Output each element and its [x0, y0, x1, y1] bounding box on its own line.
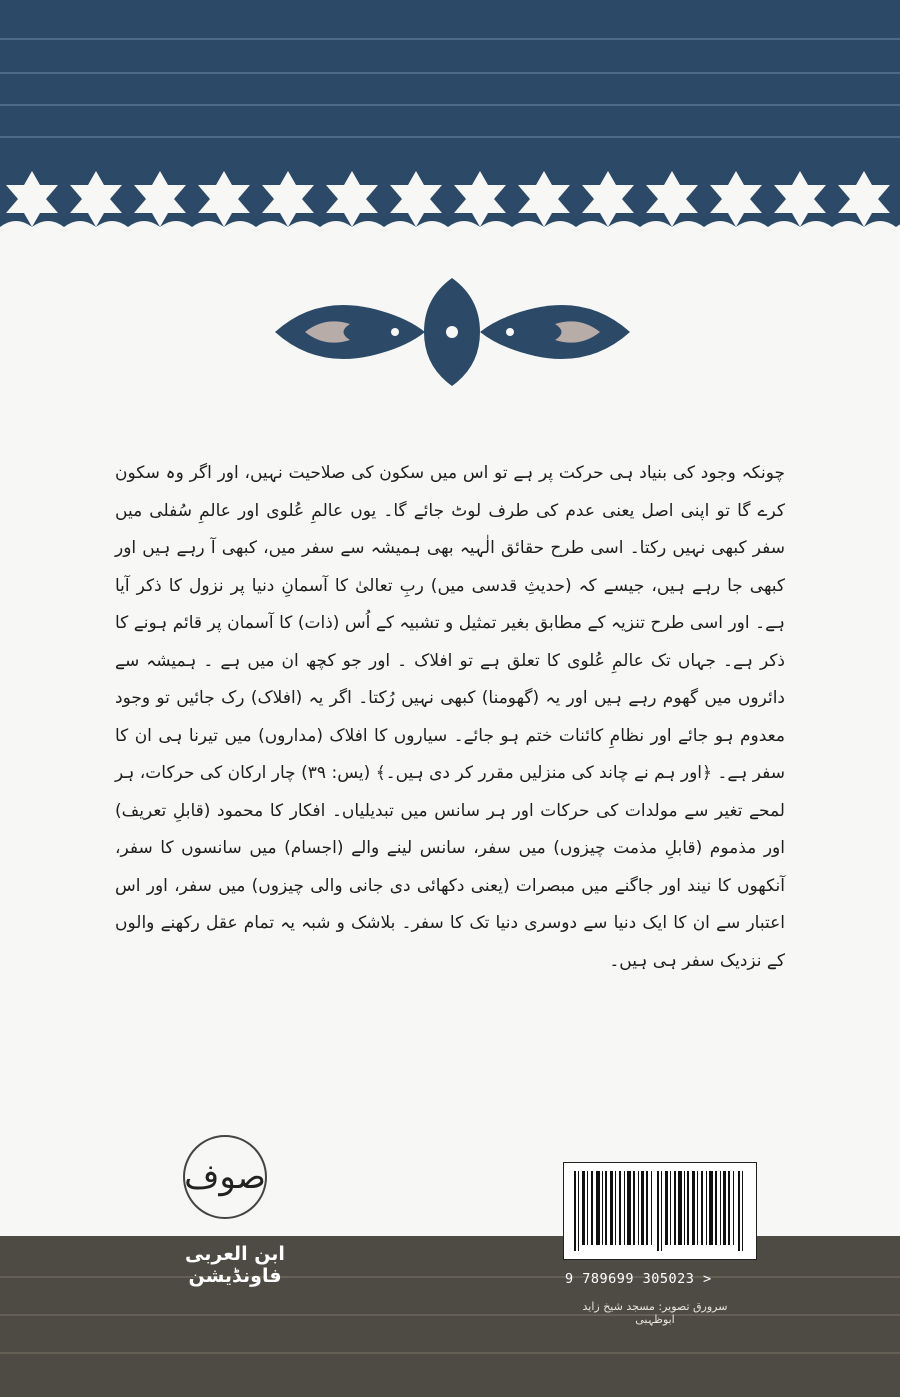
calligraphy-stroke: [0, 136, 900, 138]
publisher-logo: [183, 1135, 267, 1219]
arabesque-ornament: [275, 278, 630, 386]
calligraphy-stroke: [0, 1352, 900, 1354]
calligraphy-stroke: [0, 1314, 900, 1316]
calligraphy-stroke: [0, 104, 900, 106]
publisher-name: ابن العربی فاونڈیشن: [185, 1243, 285, 1287]
islamic-border-pattern: [0, 165, 900, 250]
calligraphy-stroke: [0, 72, 900, 74]
calligraphy-stroke: [0, 38, 900, 40]
back-cover-text: چونکہ وجود کی بنیاد ہی حرکت پر ہے تو اس میں سکون کی صلاحیت نہیں، اور اگر وہ سکون کرے گا تو اپنی اصل یعنی عدم کی طرف لوٹ جائے گا۔ یوں عالمِ عُلوی اور عالمِ سُفلی میں سفر کبھی نہیں رکتا۔ اسی طرح حقائق الٰہیہ بھی ہمیشہ سے سفر میں، کبھی آ رہے ہیں اور کبھی جا رہے ہیں، جیسے کہ (حدیثِ قدسی میں) ربِ تعالیٰ کا آسمانِ دنیا پر نزول کا ذکر آیا ہے۔ اور اسی طرح تنزیہ کے مطابق بغیر تمثیل و تشبیہ کے اُس (ذات) کا آسمان پر قائم ہونے کا ذکر ہے۔ جہاں تک عالمِ عُلوی کا تعلق ہے تو افلاک ۔ اور جو کچھ ان میں ہے ۔ ہمیشہ سے دائروں میں گھوم رہے ہیں اور یہ (گھومنا) کبھی نہیں رُکتا۔ اگر یہ (افلاک) رک جائیں تو وجود معدوم ہو جائے اور نظامِ کائنات ختم ہو جائے۔ سیاروں کا افلاک (مداروں) میں تیرنا ہی ان کا سفر ہے۔ ﴿اور ہم نے چاند کی منزلیں مقرر کر دی ہیں۔﴾ (یس: ۳۹) چار ارکان کی حرکات، ہر لمحے تغیر سے مولدات کی حرکات اور ہر سانس میں تبدیلیاں۔ افکار کا محمود (قابلِ تعریف) اور مذموم (قابلِ مذمت چیزوں) میں سفر، سانس لینے والے (اجسام) میں سانسوں کا سفر، آنکھوں کا نیند اور جاگنے میں مبصرات (یعنی دکھائی دی جانی والی چیزوں) میں سفر، اور اس اعتبار سے ان کا ایک دنیا سے دوسری دنیا تک کا سفر۔ بلاشک و شبہ یہ تمام عقل رکھنے والوں کے نزدیک سفر ہی ہیں۔: [115, 463, 785, 971]
cover-photo-credit: سرورق تصویر: مسجد شیخ زاید ابوظہبی: [582, 1300, 728, 1326]
logo-monogram: صوف: [184, 1157, 266, 1197]
barcode-bars: [574, 1171, 746, 1251]
isbn-barcode: [563, 1162, 757, 1260]
calligraphy-stroke: [0, 1276, 900, 1278]
bottom-calligraphy-band: [0, 1236, 900, 1397]
top-calligraphy-band: [0, 0, 900, 250]
isbn-number: 9 789699 305023 >: [565, 1271, 712, 1287]
